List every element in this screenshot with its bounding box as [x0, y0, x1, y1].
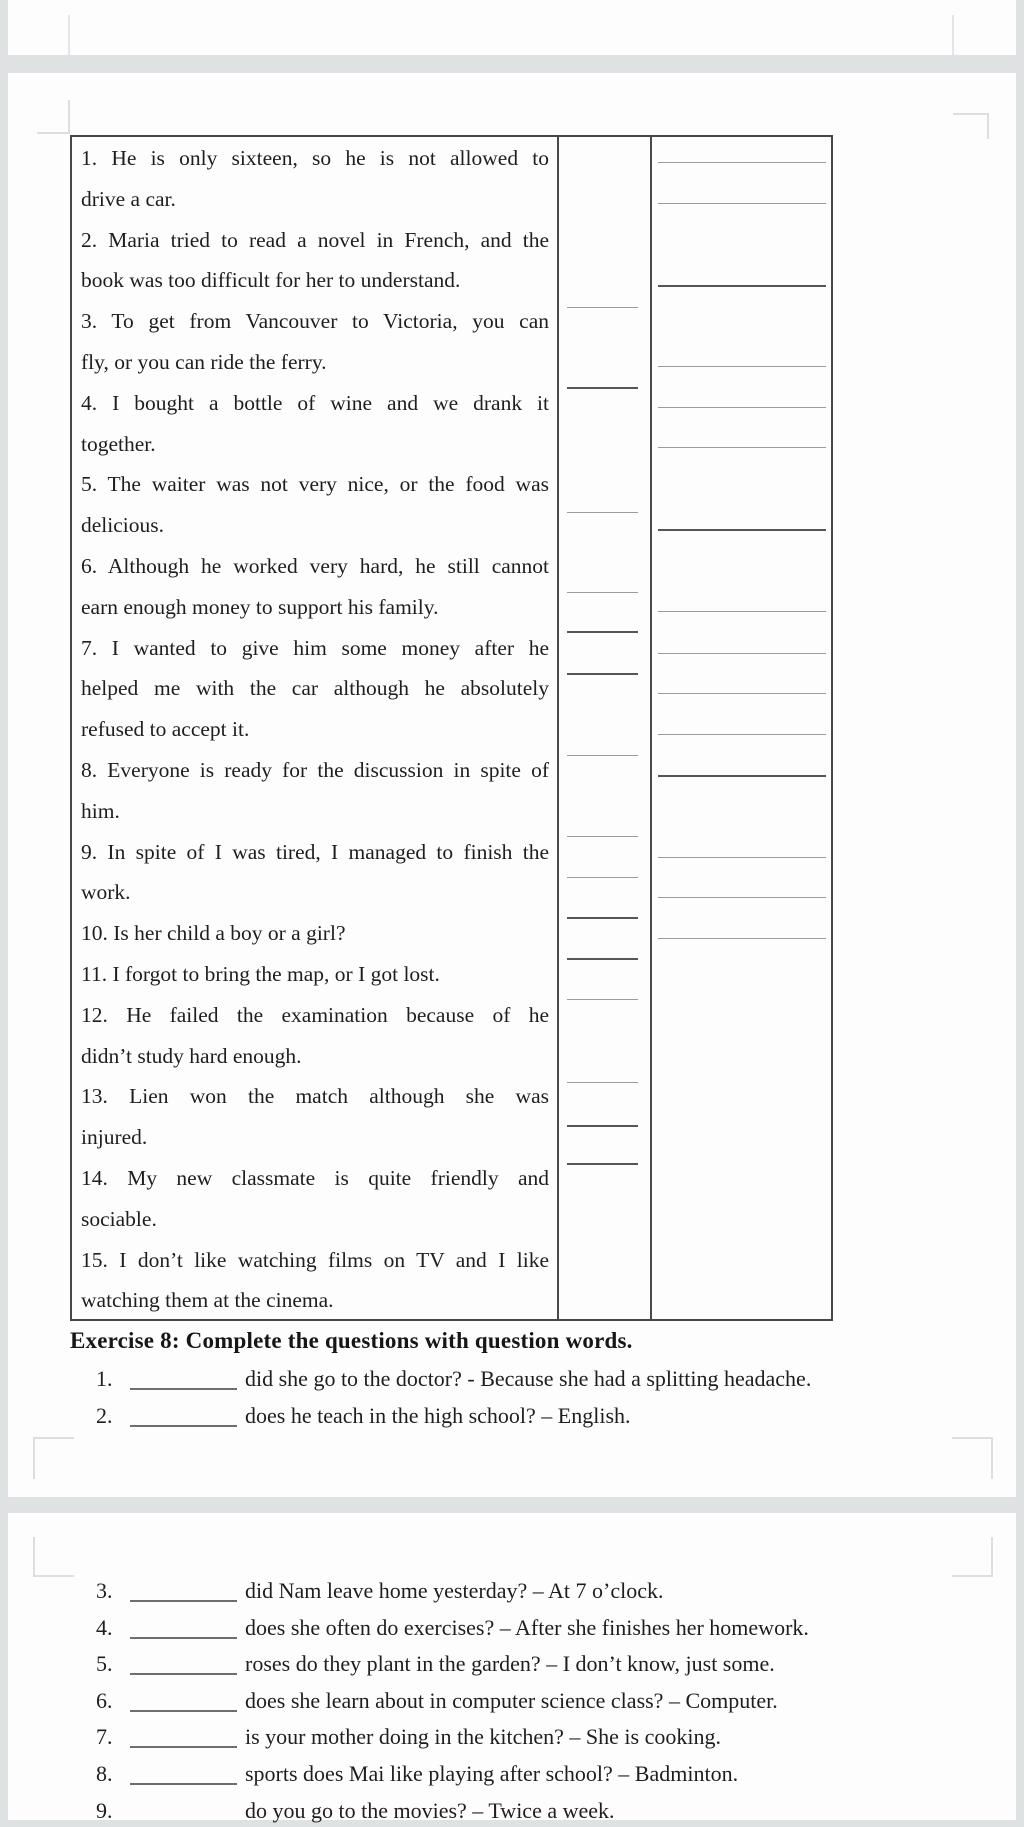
table-item-15: [81, 1240, 549, 1322]
table-item-line: 10. Is her child a boy or a girl?: [81, 921, 346, 946]
table-item-line: fly, or you can ride the ferry.: [81, 349, 327, 374]
table-item-10: [81, 913, 549, 954]
answer-blank-short: [567, 631, 638, 633]
corner-mark-top-left-2: [33, 1537, 74, 1577]
item-text: does she learn about in computer science class? – Computer.: [245, 1687, 778, 1713]
item-answer-blank: [130, 1388, 237, 1390]
item-number: 6.: [96, 1687, 113, 1713]
item-answer-blank: [130, 1746, 237, 1748]
answer-blank-short: [567, 673, 638, 675]
exercise-item-6: [8, 1687, 1008, 1717]
table-item-7: [81, 628, 549, 750]
exercise-item-2: [8, 1402, 1008, 1432]
table-divider-1: [557, 137, 559, 1319]
exercise-item-1: [8, 1365, 1008, 1395]
table-item-line: work.: [81, 880, 131, 905]
table-item-line: book was too difficult for her to understand.: [81, 268, 461, 293]
table-item-line: 2. Maria tried to read a novel in French, and the: [81, 227, 549, 252]
answer-blank-short: [567, 877, 638, 878]
answer-blank-short: [567, 755, 638, 756]
table-item-line: 14. My new classmate is quite friendly and: [81, 1165, 549, 1190]
table-item-line: 5. The waiter was not very nice, or the food was: [81, 472, 549, 497]
answer-blank-long: [658, 857, 826, 858]
exercise-item-9: [8, 1797, 1008, 1827]
answer-blank-long: [658, 734, 826, 735]
table-item-line: delicious.: [81, 513, 164, 538]
table-item-line: earn enough money to support his family.: [81, 594, 439, 619]
answer-blank-long: [658, 693, 826, 694]
exercise-item-3: [8, 1577, 1008, 1607]
table-item-line: didn’t study hard enough.: [81, 1043, 302, 1068]
table-item-line: together.: [81, 431, 156, 456]
answer-blank-long: [658, 611, 826, 612]
table-item-line: helped me with the car although he absolutely: [81, 676, 549, 701]
table-item-12: [81, 995, 549, 1077]
item-number: 5.: [96, 1651, 113, 1677]
answer-blank-short: [567, 917, 638, 919]
corner-mark-top-right-2: [952, 1537, 993, 1577]
previous-page-sliver: [8, 0, 1016, 55]
table-item-line: 11. I forgot to bring the map, or I got lost.: [81, 961, 440, 986]
table-item-line: 3. To get from Vancouver to Victoria, you can: [81, 309, 549, 334]
table-item-14: [81, 1158, 549, 1240]
answer-blank-long: [658, 162, 826, 163]
answer-blank-short: [567, 1125, 638, 1127]
exercise8-heading: Exercise 8: Complete the questions with question words.: [70, 1328, 633, 1353]
item-answer-blank: [130, 1673, 237, 1675]
table-item-line: 9. In spite of I was tired, I managed to finish the: [81, 839, 549, 864]
answer-blank-long: [658, 285, 826, 287]
item-text: sports does Mai like playing after school? – Badminton.: [245, 1761, 739, 1786]
worksheet-page-next: [8, 1513, 1016, 1823]
corner-mark-bottom-left: [33, 1437, 74, 1479]
table-item-line: 4. I bought a bottle of wine and we drank it: [81, 390, 549, 415]
table-item-line: refused to accept it.: [81, 717, 250, 742]
item-answer-blank: [130, 1783, 237, 1785]
scan-mark-left: [68, 15, 70, 55]
answer-blank-long: [658, 775, 826, 777]
table-sentence-column: [72, 137, 557, 1319]
answer-blank-short: [567, 1163, 638, 1165]
exercise-item-8: [8, 1760, 1008, 1790]
answer-blank-long: [658, 447, 826, 448]
table-item-4: [81, 383, 549, 465]
item-number: 8.: [96, 1761, 113, 1786]
answer-blank-long: [658, 938, 826, 939]
table-item-line: 6. Although he worked very hard, he still cannot: [81, 553, 549, 578]
table-item-line: 13. Lien won the match although she was: [81, 1084, 549, 1109]
table-item-9: [81, 832, 549, 914]
item-answer-blank: [130, 1637, 237, 1639]
item-number: 2.: [96, 1403, 113, 1428]
item-answer-blank: [130, 1600, 237, 1602]
item-text: do you go to the movies? – Twice a week.: [245, 1797, 615, 1823]
item-answer-blank: [130, 1710, 237, 1712]
answer-blank-long: [658, 529, 826, 531]
answer-blank-short: [567, 387, 638, 389]
answer-blank-short: [567, 836, 638, 837]
answer-blank-long: [658, 653, 826, 654]
table-item-11: [81, 954, 549, 995]
answer-blank-long: [658, 203, 826, 204]
table-item-line: 15. I don’t like watching films on TV and I like: [81, 1247, 549, 1272]
corner-mark-top-right: [953, 113, 989, 139]
table-item-line: sociable.: [81, 1206, 157, 1231]
table-item-2: [81, 220, 549, 302]
answer-blank-long: [658, 897, 826, 898]
scan-mark-right: [952, 15, 954, 55]
table-divider-2: [650, 137, 652, 1319]
table-item-6: [81, 546, 549, 628]
answer-blank-short: [567, 999, 638, 1000]
table-item-line: 8. Everyone is ready for the discussion in spite of: [81, 757, 549, 782]
table-item-1: [81, 138, 549, 220]
item-text: did Nam leave home yesterday? – At 7 o’clock.: [245, 1578, 664, 1603]
item-text: roses do they plant in the garden? – I don’t know, just some.: [245, 1651, 775, 1677]
item-number: 1.: [96, 1366, 113, 1391]
exercise-item-5: [8, 1650, 1008, 1680]
item-text: is your mother doing in the kitchen? – She is cooking.: [245, 1724, 721, 1750]
worksheet-page-main: [8, 73, 1016, 1497]
exercise-item-4: [8, 1614, 1008, 1644]
table-item-line: 1. He is only sixteen, so he is not allowed to: [81, 146, 549, 170]
sentence-table: [70, 135, 833, 1321]
table-item-line: injured.: [81, 1125, 148, 1150]
table-item-line: drive a car.: [81, 186, 176, 211]
corner-mark-bottom-right: [952, 1437, 993, 1479]
item-text: did she go to the doctor? - Because she had a splitting headache.: [245, 1366, 812, 1391]
answer-blank-short: [567, 1082, 638, 1083]
exercise-item-7: [8, 1723, 1008, 1753]
table-item-line: him.: [81, 798, 120, 823]
table-item-line: 7. I wanted to give him some money after he: [81, 635, 549, 660]
table-item-line: 12. He failed the examination because of he: [81, 1002, 549, 1027]
table-item-5: [81, 464, 549, 546]
answer-blank-short: [567, 512, 638, 513]
answer-blank-short: [567, 592, 638, 593]
table-item-13: [81, 1076, 549, 1158]
answer-blank-long: [658, 366, 826, 367]
answer-blank-short: [567, 958, 638, 960]
item-number: 4.: [96, 1614, 113, 1640]
item-number: 3.: [96, 1578, 113, 1603]
table-item-line: watching them at the cinema.: [81, 1288, 334, 1313]
answer-blank-short: [567, 307, 638, 308]
item-answer-blank: [130, 1425, 237, 1427]
answer-blank-long: [658, 407, 826, 408]
item-text: does he teach in the high school? – English.: [245, 1403, 631, 1428]
table-item-3: [81, 301, 549, 383]
table-item-8: [81, 750, 549, 832]
item-number: 7.: [96, 1724, 113, 1750]
item-number: 9.: [96, 1797, 113, 1823]
item-text: does she often do exercises? – After she finishes her homework.: [245, 1614, 809, 1640]
corner-mark-top-left: [37, 100, 70, 134]
